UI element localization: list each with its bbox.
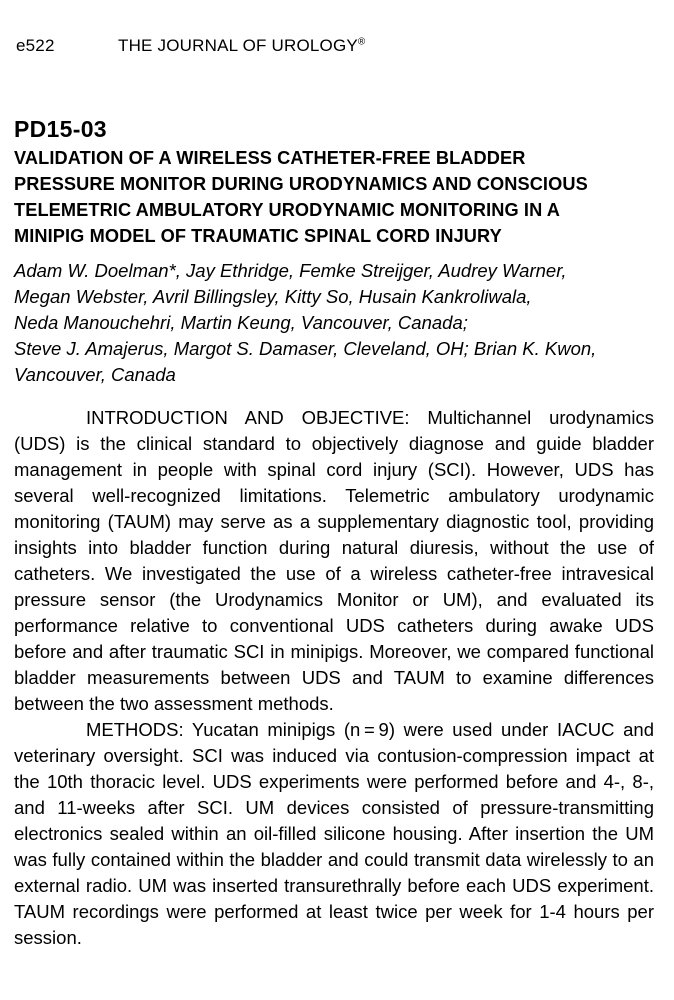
journal-title: THE JOURNAL OF UROLOGY — [118, 36, 358, 55]
abstract-body — [14, 405, 654, 951]
author-line: Megan Webster, Avril Billingsley, Kitty So, Husain Kankroliwala, — [14, 286, 532, 307]
abstract-id: PD15-03 — [14, 116, 107, 142]
author-line: Steve J. Amajerus, Margot S. Damaser, Cleveland, OH; Brian K. Kwon, — [14, 338, 597, 359]
author-list — [14, 258, 664, 388]
abstract-title — [14, 145, 664, 249]
page-number: e522 — [16, 36, 55, 55]
introduction-paragraph: INTRODUCTION AND OBJECTIVE: Multichannel urodynamics (UDS) is the clinical standard to objectively diagnose and guide bladder management in people with spinal cord injury (SCI). However, UDS has several well-recognized limitations. Telemetric ambulatory urodynamic monitoring (TAUM) may serve as a supplementary diagnostic tool, providing insights into bladder function during natural diuresis, without the use of catheters. We investigated the use of a wireless catheter-free intravesical pressure sensor (the Urodynamics Monitor or UM), and evaluated its performance relative to conventional UDS catheters during awake UDS before and after traumatic SCI in minipigs. Moreover, we compared functional bladder measurements between UDS and TAUM to examine differences between the two assessment methods. — [14, 407, 654, 714]
title-line: MINIPIG MODEL OF TRAUMATIC SPINAL CORD INJURY — [14, 226, 502, 246]
author-line: Vancouver, Canada — [14, 364, 176, 385]
registered-mark: ® — [357, 36, 366, 48]
methods-paragraph: METHODS: Yucatan minipigs (n = 9) were used under IACUC and veterinary oversight. SCI was induced via contusion-compression impact at the 10th thoracic level. UDS experiments were performed before and 4-, 8-, and 11-weeks after SCI. UM devices consisted of pressure-transmitting electronics sealed within an oil-filled silicone housing. After insertion the UM was fully contained within the bladder and could transmit data wirelessly to an external radio. UM was inserted transurethrally before each UDS experiment. TAUM recordings were performed at least twice per week for 1-4 hours per session. — [14, 719, 654, 948]
author-line: Adam W. Doelman*, Jay Ethridge, Femke Streijger, Audrey Warner, — [14, 260, 567, 281]
running-head — [16, 36, 366, 56]
author-line: Neda Manouchehri, Martin Keung, Vancouver, Canada; — [14, 312, 468, 333]
title-line: TELEMETRIC AMBULATORY URODYNAMIC MONITORING IN A — [14, 200, 561, 220]
title-line: VALIDATION OF A WIRELESS CATHETER-FREE BLADDER — [14, 148, 526, 168]
title-line: PRESSURE MONITOR DURING URODYNAMICS AND CONSCIOUS — [14, 174, 588, 194]
